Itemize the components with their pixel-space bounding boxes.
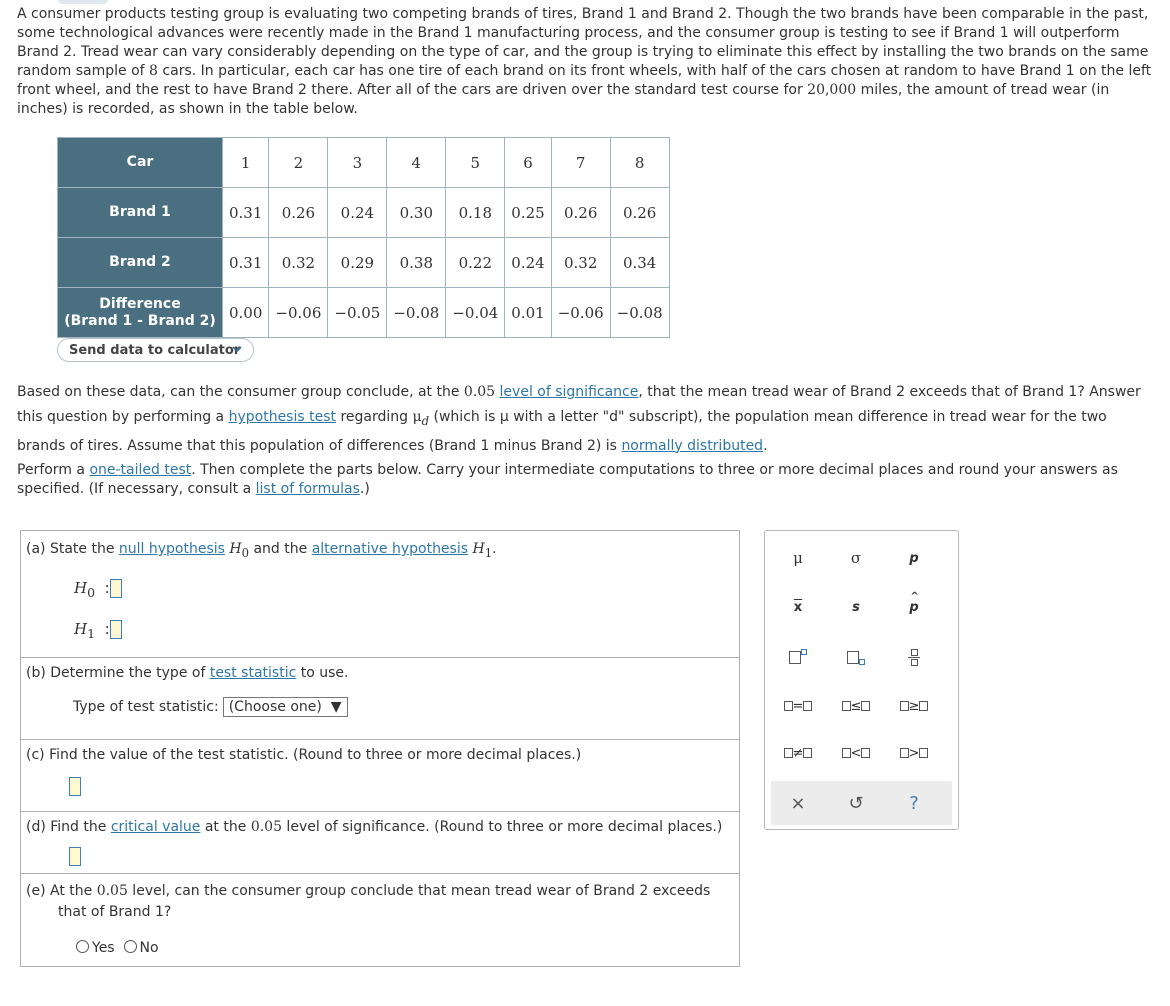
brand1-cell: 0.31 bbox=[223, 188, 269, 238]
part-c-section bbox=[21, 739, 739, 812]
hypothesis-test-link[interactable]: hypothesis test bbox=[228, 409, 336, 425]
critical-value-input[interactable] bbox=[69, 847, 81, 866]
brand2-cell: 0.24 bbox=[505, 238, 551, 288]
car-cell: 4 bbox=[387, 138, 446, 188]
one-tailed-test-link[interactable]: one-tailed test bbox=[89, 462, 192, 478]
subscript-key[interactable] bbox=[836, 644, 876, 670]
row-header-brand2: Brand 2 bbox=[58, 238, 223, 288]
part-b-prompt: (b) Determine the type of test statistic to use. bbox=[26, 665, 349, 681]
h0-row: $H_0$ : bbox=[74, 579, 122, 600]
brand2-cell: 0.34 bbox=[610, 238, 669, 288]
help-icon[interactable]: ? bbox=[909, 792, 919, 814]
brand1-cell: 0.26 bbox=[269, 188, 328, 238]
table-row-brand1 bbox=[58, 188, 670, 238]
table-row-car bbox=[58, 138, 670, 188]
less-equal-key[interactable]: ≤ bbox=[836, 693, 876, 719]
part-a-prompt: (a) State the null hypothesis $H_0$ and the alternative hypothesis $H_1$. bbox=[26, 541, 497, 560]
normally-distributed-link[interactable]: normally distributed bbox=[621, 437, 764, 454]
difference-cell: −0.06 bbox=[269, 288, 328, 338]
instructions-text: Perform a one-tailed test. Then complete the parts below. Carry your intermediate computations to three or more decimal places and round your answers as specified. (If necessary, consult a list of formulas.) bbox=[17, 462, 1118, 497]
brand1-cell: 0.30 bbox=[387, 188, 446, 238]
top-tab-indicator bbox=[58, 0, 108, 4]
undo-icon[interactable]: ↺ bbox=[848, 792, 864, 814]
level-of-significance-link[interactable]: level of significance bbox=[499, 384, 639, 400]
answer-panel bbox=[20, 530, 740, 967]
yes-radio[interactable] bbox=[76, 940, 89, 953]
yes-no-row bbox=[76, 940, 159, 956]
brand2-cell: 0.29 bbox=[328, 238, 387, 288]
chevron-down-icon bbox=[231, 343, 243, 358]
brand1-cell: 0.25 bbox=[505, 188, 551, 238]
brand2-cell: 0.31 bbox=[223, 238, 269, 288]
brand2-cell: 0.38 bbox=[387, 238, 446, 288]
row-header-difference bbox=[58, 288, 223, 338]
alternative-hypothesis-link[interactable]: alternative hypothesis bbox=[311, 541, 469, 557]
part-d-section bbox=[21, 811, 739, 874]
car-cell: 5 bbox=[446, 138, 505, 188]
equals-key[interactable]: = bbox=[778, 693, 818, 719]
difference-cell: 0.00 bbox=[223, 288, 269, 338]
mu-key[interactable]: μ bbox=[793, 549, 803, 567]
brand1-cell: 0.26 bbox=[610, 188, 669, 238]
s-key[interactable]: s bbox=[852, 599, 860, 615]
palette-footer bbox=[771, 781, 952, 825]
test-statistic-select[interactable]: (Choose one) ▼ bbox=[223, 697, 348, 717]
car-cell: 7 bbox=[551, 138, 610, 188]
test-statistic-link[interactable]: test statistic bbox=[209, 665, 297, 681]
test-statistic-row: Type of test statistic: (Choose one) ▼ bbox=[73, 697, 348, 717]
xbar-key[interactable]: $\overline{x}$ bbox=[793, 599, 803, 615]
difference-cell: −0.05 bbox=[328, 288, 387, 338]
phat-key[interactable]: p ^ bbox=[909, 590, 919, 615]
part-e-prompt: (e) At the 0.05 level, can the consumer group conclude that mean tread wear of Brand 2 exceeds bbox=[26, 883, 711, 899]
brand2-cell: 0.32 bbox=[551, 238, 610, 288]
less-than-key[interactable]: < bbox=[836, 740, 876, 766]
superscript-key[interactable] bbox=[778, 644, 818, 670]
brand1-cell: 0.18 bbox=[446, 188, 505, 238]
part-d-prompt: (d) Find the critical value at the 0.05 level of significance. (Round to three or more decimal places.) bbox=[26, 819, 723, 835]
part-b-section bbox=[21, 657, 739, 740]
h0-input[interactable] bbox=[110, 579, 122, 598]
list-of-formulas-link[interactable]: list of formulas bbox=[255, 481, 360, 497]
h1-row: $H_1$ : bbox=[74, 620, 122, 641]
difference-sublabel: (Brand 1 - Brand 2) bbox=[64, 312, 216, 329]
yes-option[interactable]: Yes bbox=[76, 940, 115, 956]
h1-input[interactable] bbox=[110, 620, 122, 639]
table-row-brand2 bbox=[58, 238, 670, 288]
car-cell: 2 bbox=[269, 138, 328, 188]
fraction-key[interactable] bbox=[894, 644, 934, 670]
brand2-cell: 0.32 bbox=[269, 238, 328, 288]
car-cell: 1 bbox=[223, 138, 269, 188]
question-text: Based on these data, can the consumer group conclude, at the 0.05 level of significance, that the mean tread wear of Brand 2 exceeds that of Brand 1? Answer this question by performing a hypothesis test regarding $\mu_d$ (which is μ with a letter "d" subscript), the population mean difference in tread wear for the two brands of tires. Assume that this population of differences (Brand 1 minus Brand 2) is normally distributed. bbox=[17, 384, 1141, 454]
part-c-prompt: (c) Find the value of the test statistic. (Round to three or more decimal places.) bbox=[26, 747, 582, 763]
table-row-difference bbox=[58, 288, 670, 338]
null-hypothesis-link[interactable]: null hypothesis bbox=[118, 541, 225, 557]
no-option[interactable]: No bbox=[124, 940, 159, 956]
dropdown-arrow-icon: ▼ bbox=[330, 699, 342, 715]
greater-than-key[interactable]: > bbox=[894, 740, 934, 766]
car-cell: 8 bbox=[610, 138, 669, 188]
greater-equal-key[interactable]: ≥ bbox=[894, 693, 934, 719]
brand2-cell: 0.22 bbox=[446, 238, 505, 288]
not-equal-key[interactable]: ≠ bbox=[778, 740, 818, 766]
difference-cell: 0.01 bbox=[505, 288, 551, 338]
p-key[interactable]: p bbox=[909, 550, 919, 566]
difference-cell: −0.04 bbox=[446, 288, 505, 338]
brand1-cell: 0.26 bbox=[551, 188, 610, 238]
difference-label: Difference bbox=[99, 295, 181, 312]
problem-intro: A consumer products testing group is evaluating two competing brands of tires, Brand 1 and Brand 2. Though the two brands have been comparable in the past, some technological advances were recently made in the Brand 1 manufacturing process, and the consumer group is testing to see if Brand 1 will outperform Brand 2. Tread wear can vary considerably depending on the type of car, and the group is trying to eliminate this effect by installing the two brands on the same random sample of 8 cars. In particular, each car has one tire of each brand on its front wheels, with half of the cars chosen at random to have Brand 1 on the left front wheel, and the rest to have Brand 2 there. After all of the cars are driven over the standard test course for 20,000 miles, the amount of tread wear (in inches) is recorded, as shown in the table below. bbox=[17, 6, 1152, 117]
critical-value-link[interactable]: critical value bbox=[110, 819, 201, 835]
difference-cell: −0.08 bbox=[610, 288, 669, 338]
symbol-palette bbox=[764, 530, 959, 830]
sigma-key[interactable]: σ bbox=[850, 549, 862, 567]
brand1-cell: 0.24 bbox=[328, 188, 387, 238]
difference-cell: −0.08 bbox=[387, 288, 446, 338]
part-a-section bbox=[21, 531, 739, 657]
difference-cell: −0.06 bbox=[551, 288, 610, 338]
clear-icon[interactable]: × bbox=[790, 792, 806, 814]
part-e-prompt-line2: that of Brand 1? bbox=[58, 904, 172, 920]
car-cell: 3 bbox=[328, 138, 387, 188]
send-data-button[interactable] bbox=[57, 338, 254, 362]
send-data-label: Send data to calculator bbox=[69, 342, 241, 358]
no-radio[interactable] bbox=[124, 940, 137, 953]
test-statistic-input[interactable] bbox=[69, 777, 81, 796]
part-e-section bbox=[21, 873, 739, 967]
tread-wear-table bbox=[57, 137, 670, 338]
row-header-car: Car bbox=[58, 138, 223, 188]
row-header-brand1: Brand 1 bbox=[58, 188, 223, 238]
car-cell: 6 bbox=[505, 138, 551, 188]
